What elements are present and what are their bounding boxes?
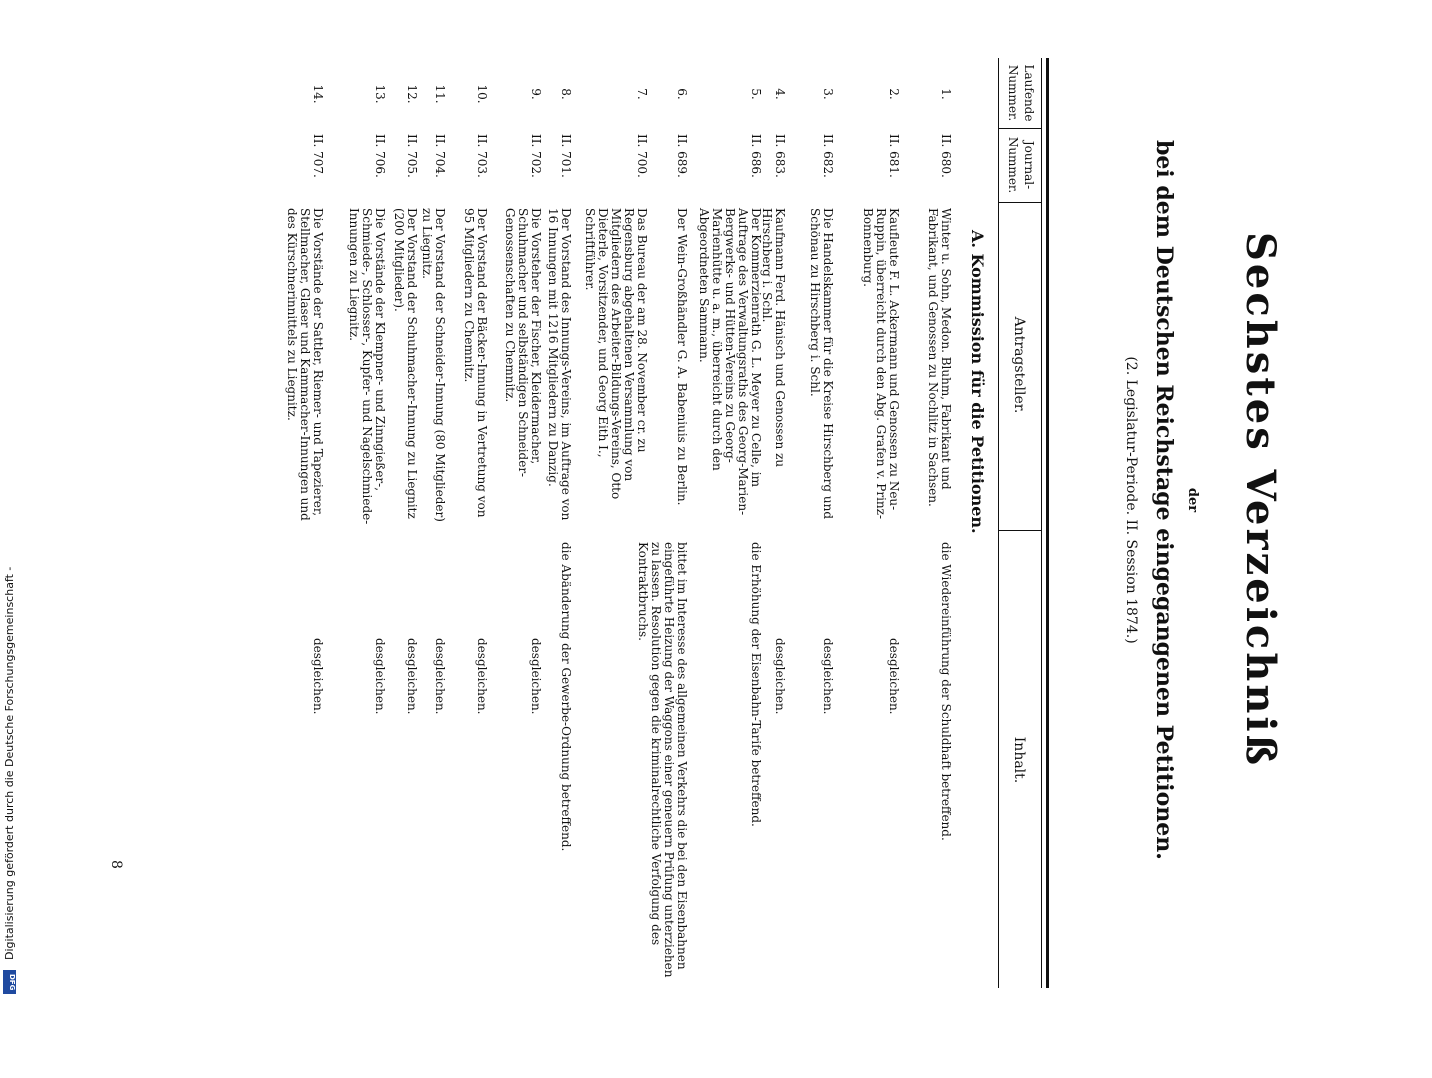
laufende-nummer: 3. [821, 88, 835, 100]
inhalt: die Erhöhung der Eisenbahn-Tarife betreffend. [749, 542, 763, 827]
inhalt: desgleichen. [433, 638, 447, 715]
laufende-nummer: 10. [475, 84, 489, 104]
document-subtitle: bei dem Deutschen Reichstage eingegangenen Petitionen. [1151, 140, 1177, 860]
antragsteller: Kaufleute F. L. Ackermann und Genossen zu Neu-Ruppin, überreicht durch den Abg. Grafen v. Prinz-Bonnenburg. [861, 208, 901, 520]
inhalt: desgleichen. [475, 638, 489, 715]
column-divider [998, 530, 1042, 531]
laufende-nummer: 1. [939, 88, 953, 100]
section-title: A. Kommission für die Petitionen. [968, 230, 987, 534]
laufende-nummer: 14. [311, 84, 325, 104]
top-rule-thin [1041, 58, 1042, 988]
inhalt: die Wiedereinführung der Schuldhaft betreffend. [939, 542, 953, 841]
dfg-logo: DFG [3, 970, 16, 994]
footer-text: Digitalisierung gefördert durch die Deutsche Forschungsgemeinschaft - [3, 566, 16, 960]
journal-nummer: II. 701. [559, 134, 573, 178]
antragsteller: Der Vorstand der Schneider-Innung (80 Mitglieder) zu Liegnitz. [420, 208, 447, 522]
journal-nummer: II. 680. [939, 134, 953, 178]
antragsteller: Das Bureau der am 28. November cr. zu Regensburg abgehaltenen Versammlung von Mitgliedern des Arbeiter-Bildungs-Vereins, Otto Dieterle, Vorsitzender, und Georg Eith I., Schriftführer. [583, 208, 649, 500]
laufende-nummer: 4. [773, 88, 787, 100]
inhalt: desgleichen. [887, 638, 901, 715]
journal-nummer: II. 681. [887, 134, 901, 178]
antragsteller: Die Handelskammer für die Kreise Hirschberg und Schönau zu Hirschberg i. Schl. [808, 208, 835, 520]
journal-nummer: II. 683. [773, 134, 787, 178]
inhalt: desgleichen. [773, 638, 787, 715]
inhalt: desgleichen. [311, 638, 325, 715]
laufende-nummer: 13. [373, 84, 387, 104]
antragsteller: Winter u. Sohn, Medon. Bluhm, Fabrikant und Fabrikant, und Genossen zu Nochlitz in Sachsen. [926, 208, 953, 507]
column-header-laufende: Laufende Nummer. [1006, 64, 1036, 122]
laufende-nummer: 8. [559, 88, 573, 100]
journal-nummer: II. 707. [311, 134, 325, 178]
journal-nummer: II. 705. [405, 134, 419, 178]
journal-nummer: II. 689. [675, 134, 689, 178]
antragsteller: Der Vorstand des Innungs-Vereins, im Auftrage von 16 Innungen mit 1216 Mitgliedern zu Danzig. [546, 208, 573, 521]
column-divider [998, 128, 1042, 129]
laufende-nummer: 11. [433, 84, 447, 104]
journal-nummer: II. 704. [433, 134, 447, 178]
antragsteller: Die Vorsteher der Fischer, Kleidermacher, Schuhmacher und selbständigen Schneider-Genossenschaften zu Chemnitz. [503, 208, 543, 478]
session-info: (2. Legislatur-Periode. II. Session 1874.) [1123, 356, 1139, 644]
column-header-antragsteller: Antragsteller. [1011, 316, 1027, 414]
inhalt: desgleichen. [405, 638, 419, 715]
journal-nummer: II. 700. [635, 134, 649, 178]
inhalt: bittet im Interesse des allgemeinen Verkehrs die bei den Eisenbahnen eingeführte Heizung der Waggons einer geneuern Prüfung unterziehen zu lassen. Resolution gegen die kriminalrechtliche Verfolgung des Kontraktbruchs. [636, 542, 689, 978]
laufende-nummer: 5. [749, 88, 763, 100]
laufende-nummer: 7. [635, 88, 649, 100]
document-title: Sechstes Verzeichniß [1237, 231, 1284, 768]
column-header-journal: Journal-Nummer. [1006, 136, 1036, 194]
page-number: 8 [108, 860, 124, 869]
journal-nummer: II. 706. [373, 134, 387, 178]
title-der: der [1185, 487, 1200, 513]
top-rule [1046, 58, 1049, 988]
antragsteller: Kaufmann Ferd. Hänisch und Genossen zu Hirschberg i. Schl. [760, 208, 787, 468]
antragsteller: Der Kommerzienrath G. L. Meyer zu Celle, im Auftrage des Verwaltungsraths des Georg-Marien-Bergwerks- und Hütten-Vereins zu Georg-Marienhütte u. a. m., überreicht durch den Abgeordneten Sammann. [697, 208, 763, 516]
antragsteller: Der Wein-Großhändler G. A. Babeniuis zu Berlin. [675, 208, 689, 506]
inhalt: desgleichen. [821, 638, 835, 715]
journal-nummer: II. 702. [529, 134, 543, 178]
inhalt: die Abänderung der Gewerbe-Ordnung betreffend. [559, 542, 573, 852]
footer-bar [0, 0, 20, 1000]
journal-nummer: II. 686. [749, 134, 763, 178]
laufende-nummer: 2. [887, 88, 901, 100]
column-divider [998, 202, 1042, 203]
journal-nummer: II. 682. [821, 134, 835, 178]
laufende-nummer: 12. [405, 84, 419, 104]
journal-nummer: II. 703. [475, 134, 489, 178]
laufende-nummer: 9. [529, 88, 543, 100]
inhalt: desgleichen. [529, 638, 543, 715]
antragsteller: Die Vorstände der Klempner- und Zinngießer-, Schmiede-, Schlosser-, Kupfer- und Nagelschmiede-Innungen zu Liegnitz. [347, 208, 387, 525]
antragsteller: Die Vorstände der Sattler, Riemer- und Tapezierer, Stellmacher, Glaser und Kammacher-Innungen und des Kürschnerinnittels zu Liegnitz. [285, 208, 325, 521]
laufende-nummer: 6. [675, 88, 689, 100]
column-header-inhalt: Inhalt. [1011, 736, 1027, 784]
antragsteller: Der Vorstand der Schuhmacher-Innung zu Liegnitz (200 Mitglieder). [392, 208, 419, 519]
antragsteller: Der Vorstand der Bäcker-Innung in Vertretung von 95 Mitgliedern zu Chemnitz. [462, 208, 489, 518]
inhalt: desgleichen. [373, 638, 387, 715]
